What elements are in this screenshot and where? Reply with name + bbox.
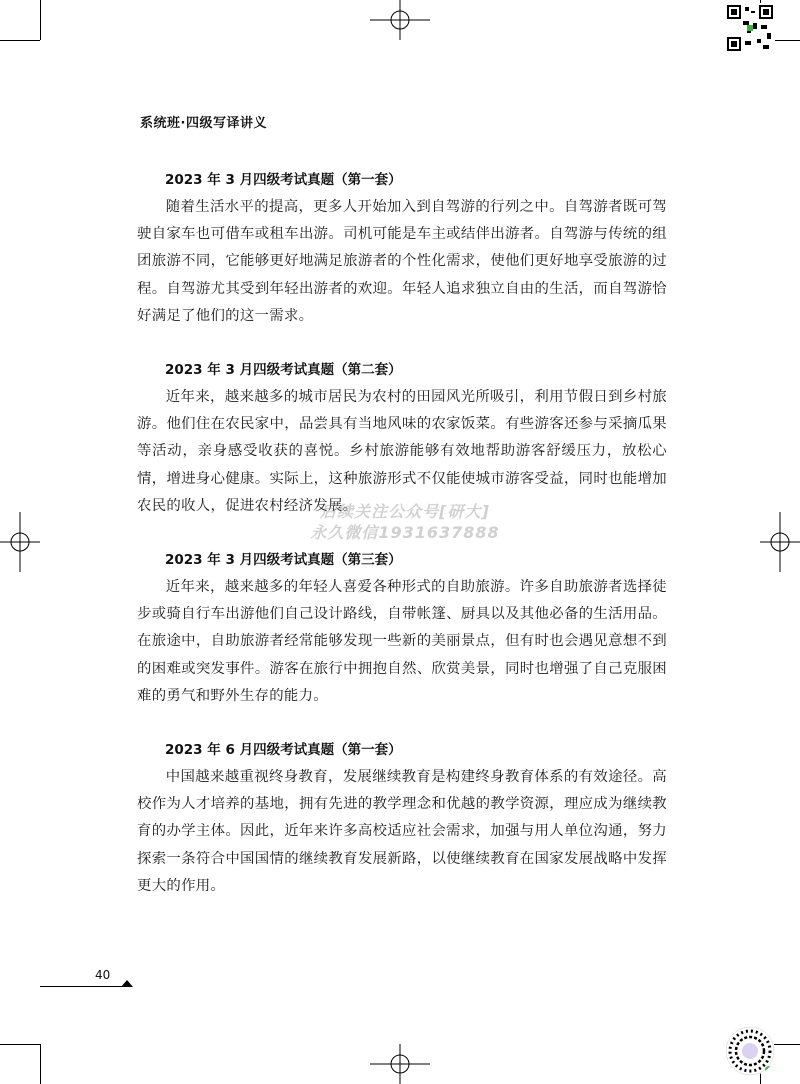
section-title: 2023 年 3 月四级考试真题（第三套） bbox=[165, 552, 402, 568]
watermark-line: 后续关注公众号[研大] bbox=[320, 502, 490, 521]
qr-code-icon bbox=[725, 3, 775, 53]
section-title: 2023 年 6 月四级考试真题（第一套） bbox=[165, 742, 402, 758]
exam-section bbox=[137, 168, 667, 330]
registration-mark-icon bbox=[370, 0, 430, 40]
crop-mark bbox=[0, 1044, 40, 1045]
section-passage: 近年来，越来越多的城市居民为农村的田园风光所吸引，利用节假日到乡村旅游。他们住在农民家中，品尝具有当地风味的农家饭菜。有些游客还参与采摘瓜果等活动，亲身感受收获的喜悦。乡村旅游能够有效地帮助游客舒缓压力，放松心情，增进身心健康。实际上，这种旅游形式不仅能使城市游客受益，同时也能增加农民的收人，促进农村经济发展。 bbox=[137, 389, 667, 514]
registration-mark-icon bbox=[760, 512, 800, 572]
section-title: 2023 年 3 月四级考试真题（第二套） bbox=[165, 362, 402, 378]
page-number: 40 bbox=[95, 968, 111, 982]
section-title: 2023 年 3 月四级考试真题（第一套） bbox=[165, 172, 402, 188]
exam-section bbox=[137, 548, 667, 710]
crop-mark bbox=[40, 1044, 41, 1084]
registration-mark-icon bbox=[370, 1044, 430, 1084]
registration-mark-icon bbox=[0, 512, 40, 572]
section-passage: 近年来，越来越多的年轻人喜爱各种形式的自助旅游。许多自助旅游者选择徒步或骑自行车出游他们自己设计路线，自带帐篷、厨具以及其他必备的生活用品。在旅途中，自助旅游者经常能够发现一些新的美丽景点，但有时也会遇见意想不到的困难或突发事件。游客在旅行中拥抱自然、欣赏美景，同时也增强了自己克服困难的勇气和野外生存的能力。 bbox=[137, 579, 667, 704]
footer-rule bbox=[40, 986, 125, 987]
mini-program-code-icon bbox=[725, 1026, 775, 1076]
triangle-icon bbox=[121, 980, 133, 987]
exam-section bbox=[137, 358, 667, 520]
section-passage: 随着生活水平的提高，更多人开始加入到自驾游的行列之中。自驾游者既可驾驶自家车也可借车或租车出游。司机可能是车主或结伴出游者。自驾游与传统的组团旅游不同，它能够更好地满足旅游者的个性化需求，使他们更好地享受旅游的过程。自驾游尤其受到年轻出游者的欢迎。年轻人追求独立自由的生活，而自驾游恰好满足了他们的这一需求。 bbox=[137, 199, 667, 324]
exam-section bbox=[137, 738, 667, 900]
running-header: 系统班·四级写译讲义 bbox=[140, 116, 267, 131]
watermark-line: 永久微信1931637888 bbox=[310, 523, 500, 542]
crop-mark bbox=[40, 0, 41, 40]
section-passage: 中国越来越重视终身教育，发展继续教育是构建终身教育体系的有效途径。高校作为人才培养的基地，拥有先进的教学理念和优越的教学资源，理应成为继续教育的办学主体。因此，近年来许多高校适应社会需求，加强与用人单位沟通，努力探索一条符合中国国情的继续教育发展新路，以使继续教育在国家发展战略中发挥更大的作用。 bbox=[137, 769, 667, 894]
crop-mark bbox=[0, 40, 40, 41]
